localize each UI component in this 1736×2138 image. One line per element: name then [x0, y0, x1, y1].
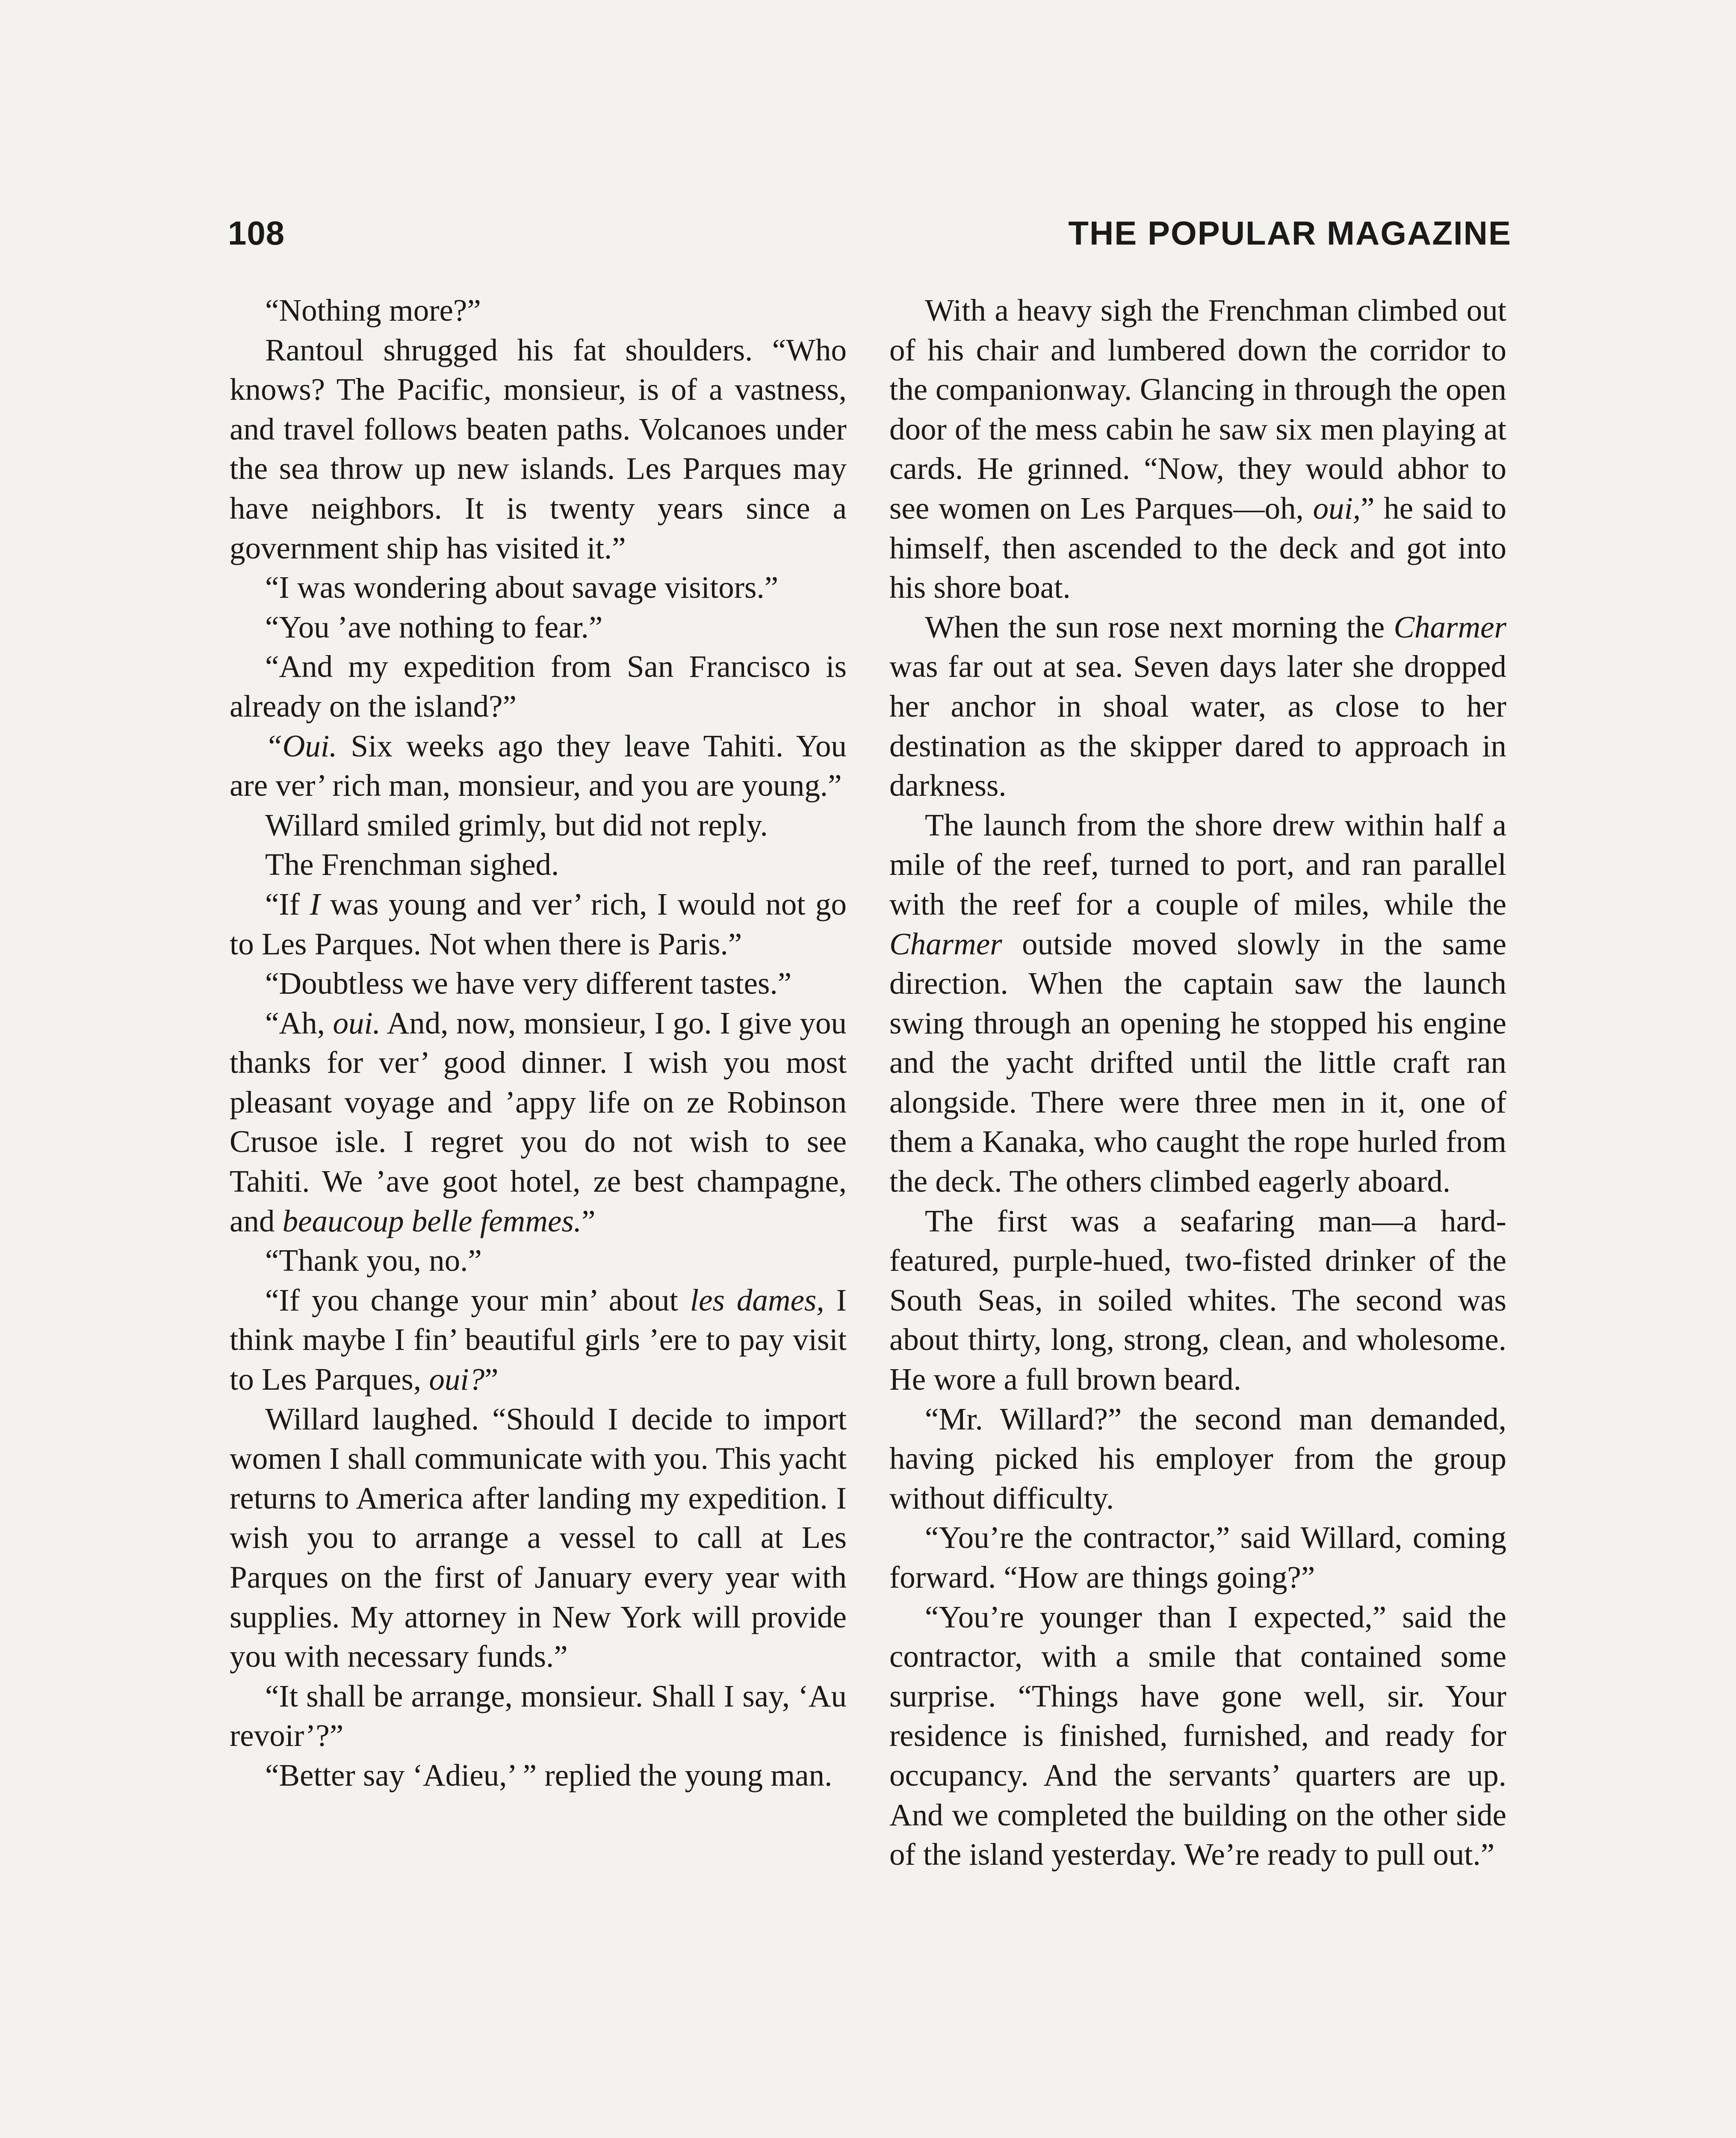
right-column	[889, 291, 1515, 1875]
italic-text: Charmer	[1394, 609, 1506, 644]
text-run: Rantoul shrugged his fat shoulders. “Who knows? The Pacific, monsieur, is of a vastness, and travel follows beaten paths. Volcanoes under the sea throw up new islands. Les Parques may have neighbors. It is twenty years since a government ship has visited it.”	[230, 332, 855, 565]
paragraph	[889, 1598, 1515, 1875]
text-run: With a heavy sigh the Frenchman climbed out of his chair and lumbered down the corridor to the companionway. Glancing in through the open door of the mess cabin he saw six men playing at cards. He grinned. “Now, they would abhor to see women on Les Parques—oh,	[889, 293, 1515, 526]
text-run: “You’re the contractor,” said Willard, coming forward. “How are things going?”	[889, 1520, 1515, 1595]
text-run: Willard laughed. “Should I decide to import women I shall communicate with you. This yacht returns to America after landing my expedition. I wish you to arrange a vessel to call at Les Parques on the first of January every year with supplies. My attorney in New York will provide you with necessary funds.”	[230, 1401, 855, 1674]
text-run: The first was a seafaring man—a hard-featured, purple-hued, two-fisted drinker of the South Seas, in soiled whites. The second was about thirty, long, strong, clean, and wholesome. He wore a full brown beard.	[889, 1203, 1515, 1397]
text-run: Willard smiled grimly, but did not reply.	[265, 807, 768, 842]
paragraph	[889, 806, 1515, 1202]
paragraph	[230, 331, 855, 568]
italic-text: “Oui.	[265, 728, 337, 763]
italic-text: oui,	[1313, 490, 1361, 526]
paragraph	[230, 568, 847, 608]
paragraph	[230, 291, 847, 331]
text-run: was young and ver’ rich, I would not go to Les Parques. Not when there is Paris.”	[230, 886, 855, 961]
italic-text: oui.	[333, 1005, 381, 1040]
paragraph	[230, 726, 855, 806]
paragraph	[889, 608, 1515, 806]
paragraph	[230, 885, 855, 964]
italic-text: I	[310, 886, 320, 921]
text-run: Six weeks ago they leave Tahiti. You are ver’ rich man, monsieur, and you are young.”	[230, 728, 855, 803]
text-run: The launch from the shore drew within half a mile of the reef, turned to port, and ran parallel with the reef for a couple of miles, while the	[889, 807, 1515, 921]
paragraph	[889, 1202, 1515, 1400]
italic-text: les dames,	[690, 1282, 824, 1317]
text-run: “Ah,	[265, 1005, 333, 1040]
paragraph	[230, 964, 847, 1004]
text-run: When the sun rose next morning the	[925, 609, 1394, 644]
page-number: 108	[228, 214, 285, 252]
paragraph	[230, 1004, 855, 1241]
text-run: ” he said to himself, then ascended to the deck and got into his shore boat.	[889, 490, 1515, 605]
text-run: “Nothing more?”	[265, 293, 481, 328]
left-column	[230, 291, 855, 1795]
text-run: “You’re younger than I expected,” said the contractor, with a smile that contained some surprise. “Things have gone well, sir. Your residence is finished, furnished, and ready for occupancy. And the servants’ quarters are up. And we completed the building on the other side of the island yesterday. We’re ready to pull out.”	[889, 1599, 1515, 1872]
italic-text: Charmer	[889, 926, 1002, 961]
text-run: “Thank you, no.”	[265, 1243, 482, 1278]
running-head: THE POPULAR MAGAZINE	[1068, 214, 1512, 252]
text-run: “If	[265, 886, 310, 921]
text-run: “Mr. Willard?” the second man demanded, having picked his employer from the group without difficulty.	[889, 1401, 1515, 1515]
paragraph	[230, 1281, 855, 1400]
paragraph	[230, 1677, 855, 1756]
text-run: ”	[484, 1362, 499, 1397]
paragraph	[230, 1400, 855, 1677]
paragraph	[889, 291, 1515, 608]
text-run: “Better say ‘Adieu,’ ” replied the young man.	[265, 1757, 833, 1792]
paragraph	[230, 845, 847, 885]
text-run: The Frenchman sighed.	[265, 847, 559, 882]
text-run: “You ’ave nothing to fear.”	[265, 609, 603, 644]
text-run: “If you change your min’ about	[265, 1282, 690, 1317]
paragraph	[889, 1400, 1515, 1518]
italic-text: beaucoup belle femmes.	[282, 1203, 582, 1238]
text-run: was far out at sea. Seven days later she dropped her anchor in shoal water, as close to her destination as the skipper dared to approach in darkness.	[889, 609, 1515, 803]
paragraph	[230, 806, 847, 845]
paragraph	[230, 608, 847, 647]
text-run: outside moved slowly in the same direction. When the captain saw the launch swing through an opening he stopped his engine and the yacht drifted until the little craft ran alongside. There were three men in it, one of them a Kanaka, who caught the rope hurled from the deck. The others climbed eagerly aboard.	[889, 926, 1515, 1199]
paragraph	[889, 1518, 1515, 1597]
italic-text: oui?	[429, 1362, 485, 1397]
text-run: “Doubtless we have very different tastes.”	[265, 966, 792, 1001]
text-run: I think maybe I fin’ beautiful girls ’ere to pay visit to Les Parques,	[230, 1282, 855, 1397]
text-run: “It shall be arrange, monsieur. Shall I say, ‘Au revoir’?”	[230, 1678, 855, 1753]
text-run: ”	[582, 1203, 596, 1238]
text-run: And, now, monsieur, I go. I give you thanks for ver’ good dinner. I wish you most pleasant voyage and ’appy life on ze Robinson Crusoe isle. I regret you do not wish to see Tahiti. We ’ave goot hotel, ze best champagne, and	[230, 1005, 855, 1238]
text-run: “And my expedition from San Francisco is already on the island?”	[230, 649, 855, 723]
text-run: “I was wondering about savage visitors.”	[265, 570, 779, 605]
paragraph	[230, 1241, 847, 1281]
paragraph	[230, 647, 855, 726]
paragraph	[230, 1756, 847, 1795]
